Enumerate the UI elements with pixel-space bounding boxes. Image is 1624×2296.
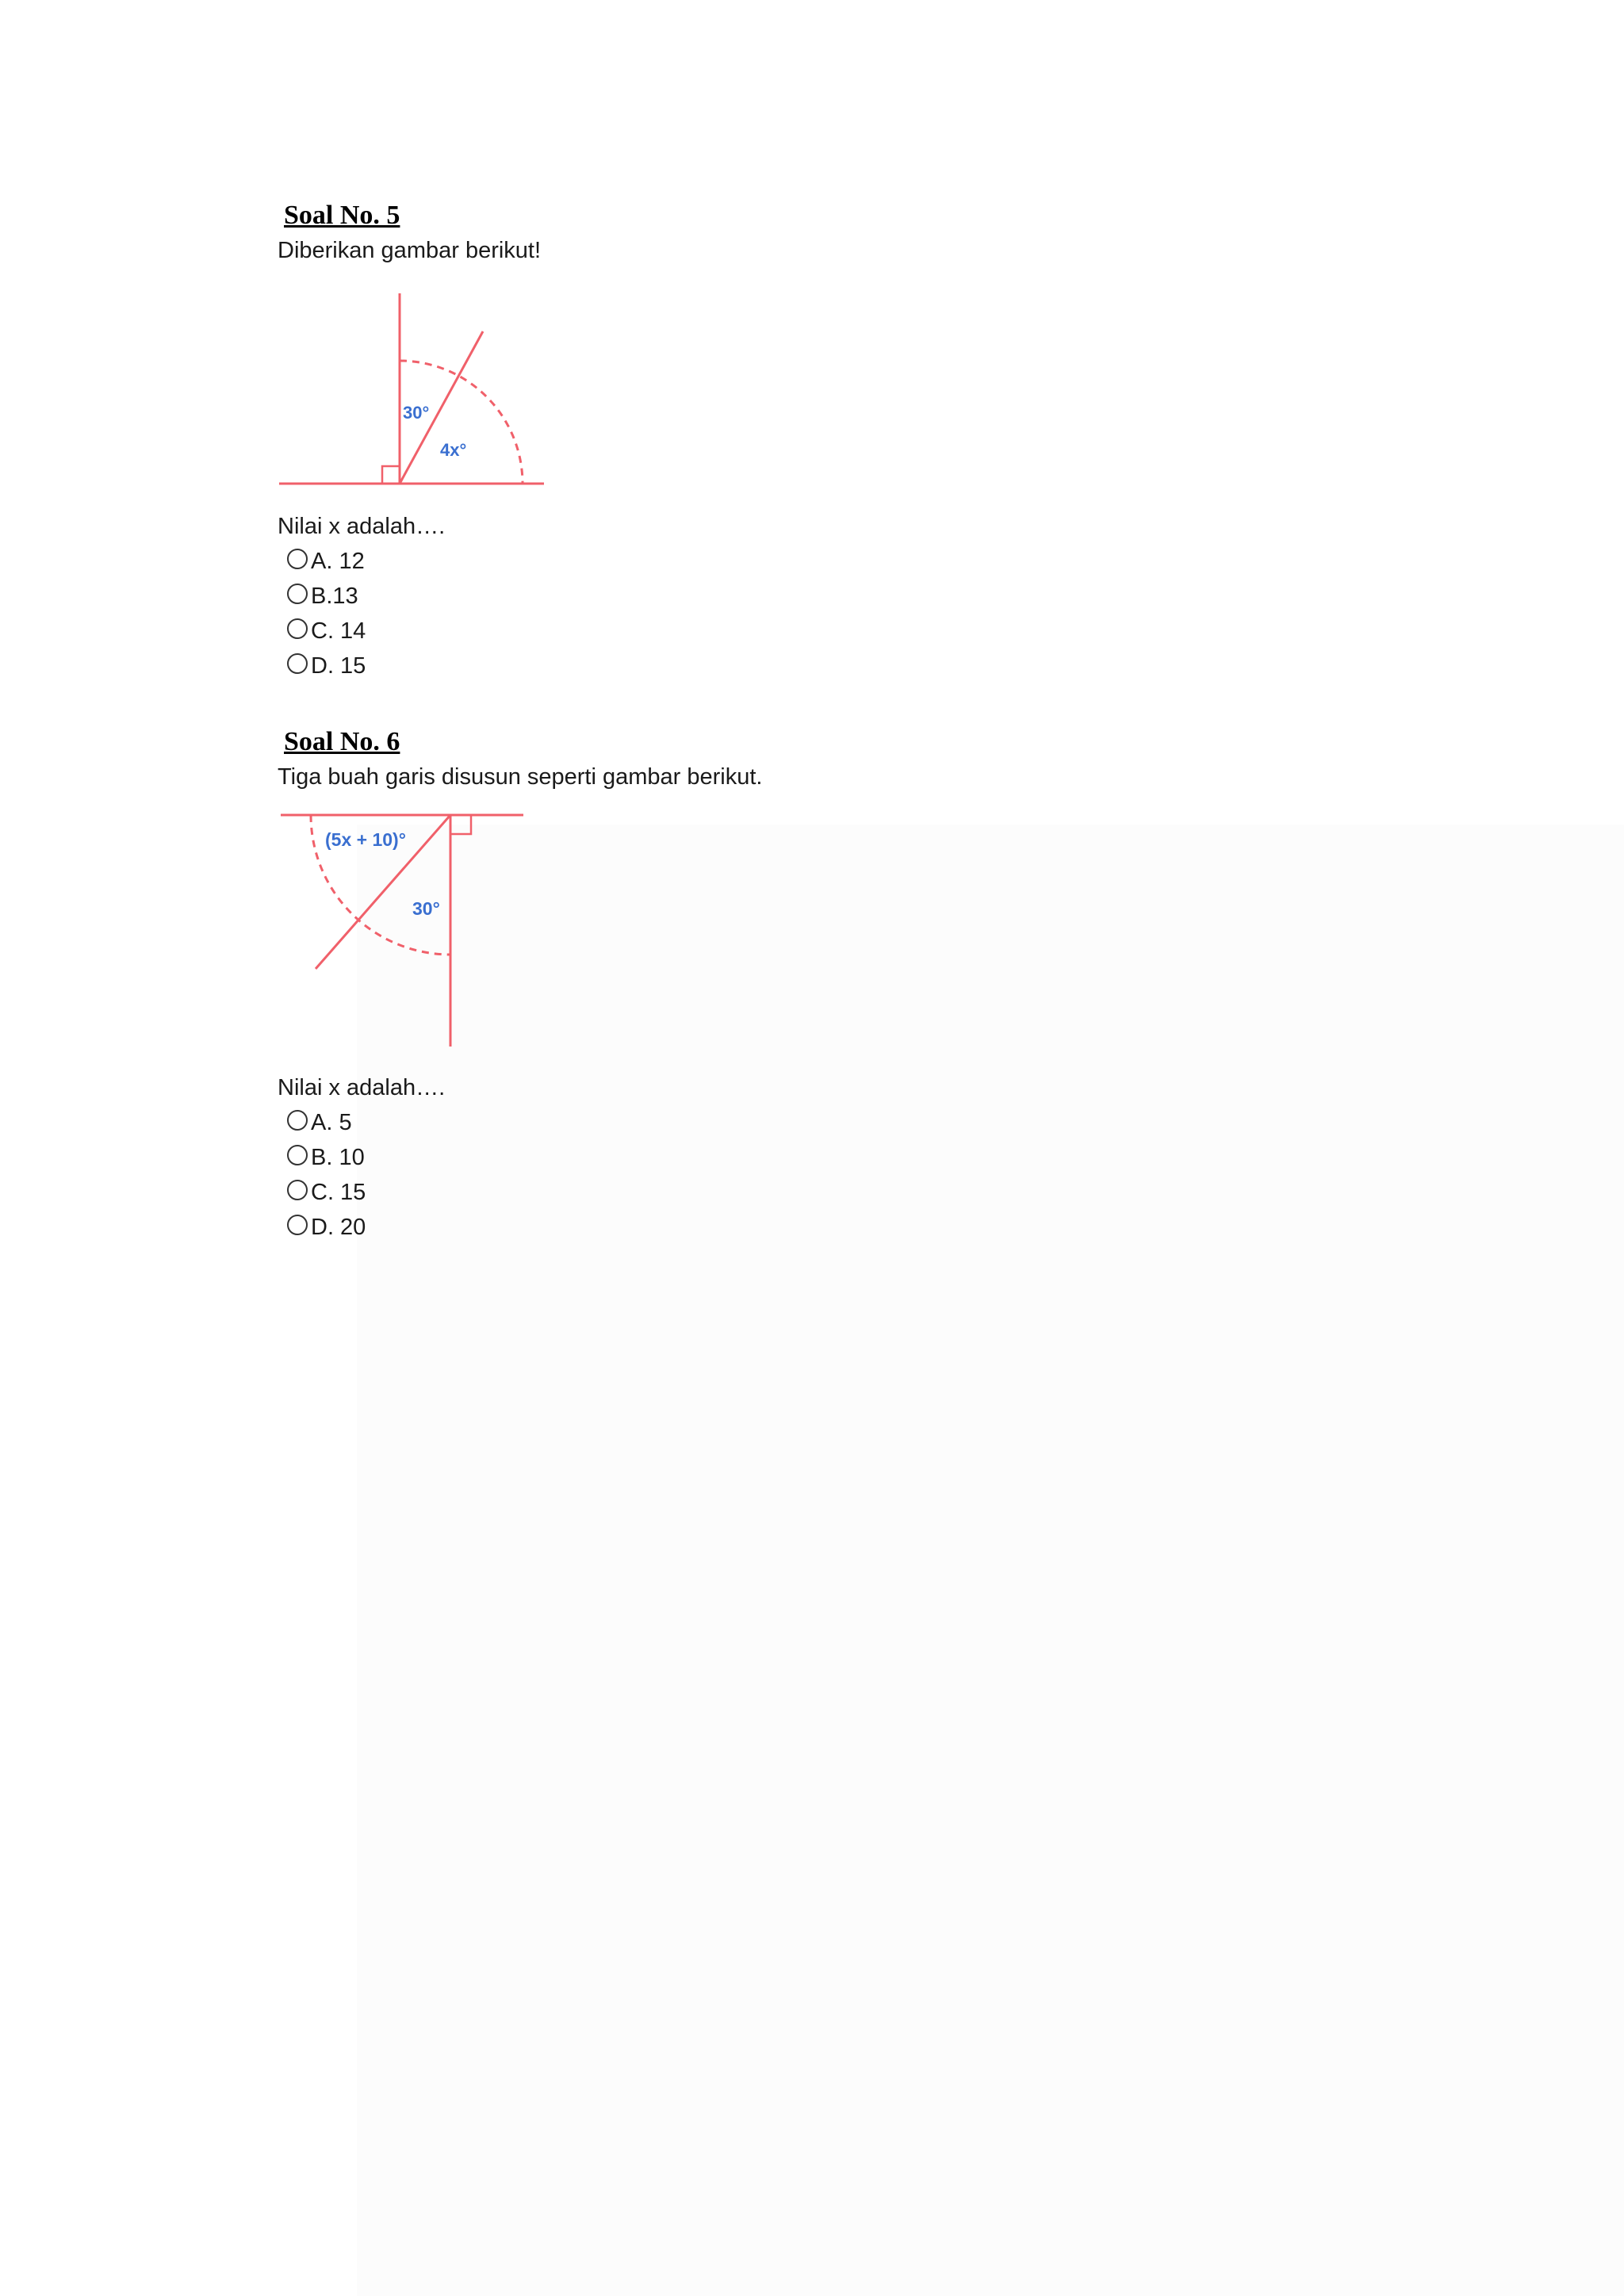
question-6-title: Soal No. 6: [284, 727, 400, 756]
option-a[interactable]: [287, 544, 557, 579]
angle-label-4x: 4x°: [440, 440, 467, 460]
radio-button[interactable]: [287, 584, 308, 604]
question-6-intro: Tiga buah garis disusun seperti gambar berikut.: [278, 764, 763, 790]
radio-button[interactable]: [287, 1180, 308, 1200]
option-label: C. 15: [311, 1179, 366, 1205]
question-5-options: [287, 544, 557, 683]
radio-button[interactable]: [287, 653, 308, 674]
angle-label-5x-plus-10: (5x + 10)°: [325, 829, 406, 850]
right-angle-marker: [450, 815, 471, 834]
radio-button[interactable]: [287, 1145, 308, 1165]
option-b[interactable]: [287, 579, 557, 614]
radio-button[interactable]: [287, 618, 308, 639]
option-label: C. 14: [311, 618, 366, 644]
option-label: B. 10: [311, 1144, 365, 1170]
option-label: D. 15: [311, 652, 366, 679]
question-5-title: Soal No. 5: [284, 201, 400, 230]
right-angle-marker: [382, 466, 400, 484]
question-6: [278, 723, 762, 1245]
question-6-angle-figure: [279, 810, 533, 1048]
question-5-intro: Diberikan gambar berikut!: [278, 238, 542, 263]
radio-button[interactable]: [287, 549, 308, 569]
question-6-options: [287, 1105, 762, 1245]
question-5: [278, 197, 557, 683]
angle-label-30: 30°: [403, 403, 430, 423]
option-a[interactable]: [287, 1105, 762, 1140]
option-label: B.13: [311, 583, 358, 609]
option-d[interactable]: [287, 649, 557, 683]
question-6-prompt: Nilai x adalah….: [278, 1075, 446, 1100]
option-c[interactable]: [287, 614, 557, 649]
radio-button[interactable]: [287, 1110, 308, 1131]
question-5-angle-figure: [279, 292, 557, 490]
angle-label-30: 30°: [412, 898, 440, 919]
option-d[interactable]: [287, 1210, 762, 1245]
option-b[interactable]: [287, 1140, 762, 1175]
radio-button[interactable]: [287, 1215, 308, 1235]
option-label: A. 5: [311, 1109, 352, 1135]
option-c[interactable]: [287, 1175, 762, 1210]
option-label: A. 12: [311, 548, 365, 574]
option-label: D. 20: [311, 1214, 366, 1240]
question-5-prompt: Nilai x adalah….: [278, 514, 446, 539]
